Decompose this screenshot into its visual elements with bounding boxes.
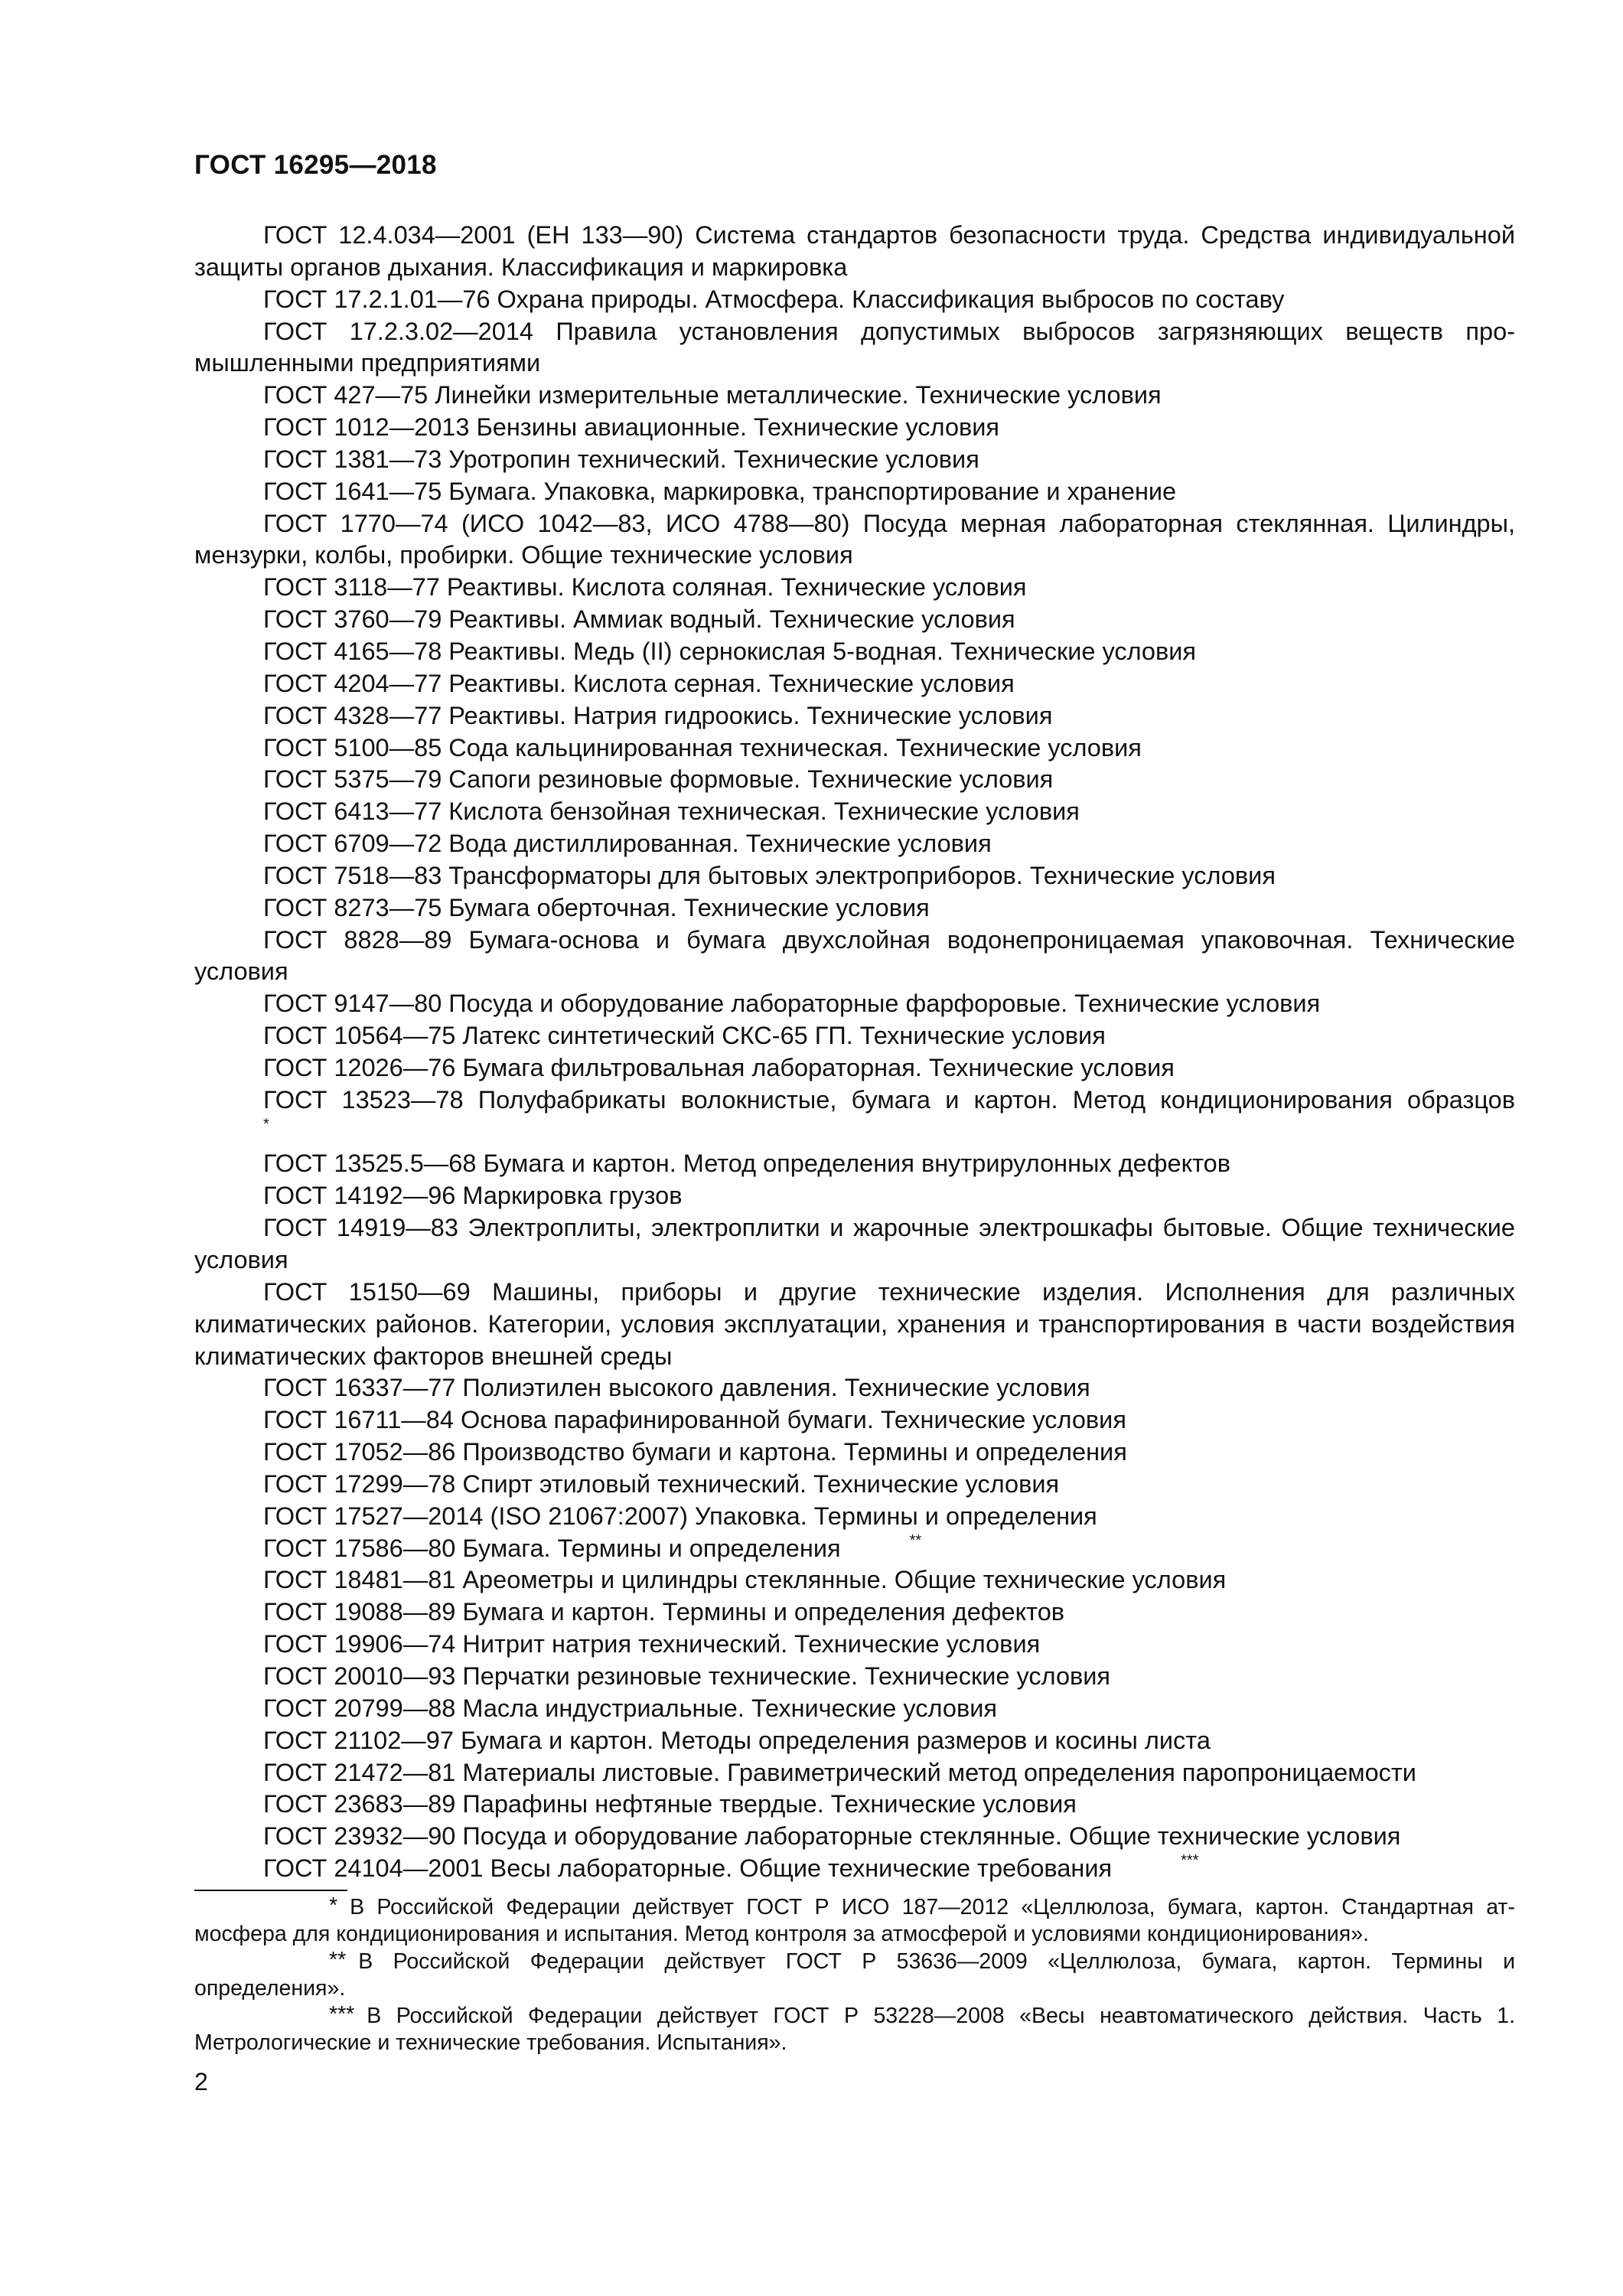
reference-item: ГОСТ 4165—78 Реактивы. Медь (II) сернокислая 5-водная. Технические условия	[263, 637, 1197, 665]
reference-item: ГОСТ 8273—75 Бумага оберточная. Технические условия	[263, 893, 930, 921]
page-number: 2	[194, 2068, 208, 2095]
reference-item: ГОСТ 15150—69 Машины, приборы и другие технические изделия. Исполнения для различных климатических районов. Категории, условия эксплуатации, хранения и транспортирования в части воздействия климатических факторов внешней среды	[194, 1277, 1515, 1370]
reference-item: ГОСТ 427—75 Линейки измерительные металлические. Технические условия	[263, 381, 1162, 409]
footnote: ** В Российской Федерации действует ГОСТ Р 53636—2009 «Целлюлоза, бумага, картон. Термины и определения».	[194, 1947, 1515, 2001]
reference-item: ГОСТ 12026—76 Бумага фильтровальная лабораторная. Технические условия	[263, 1053, 1175, 1081]
reference-item: ГОСТ 17.2.1.01—76 Охрана природы. Атмосфера. Классификация выбросов по составу	[263, 285, 1285, 313]
reference-item: ГОСТ 16711—84 Основа парафинированной бумаги. Технические условия	[263, 1406, 1126, 1434]
reference-item: ГОСТ 21102—97 Бумага и картон. Методы определения размеров и косины листа	[263, 1726, 1211, 1754]
reference-item: ГОСТ 4204—77 Реактивы. Кислота серная. Технические условия	[263, 669, 1015, 697]
reference-item: ГОСТ 20799—88 Масла индустриальные. Технические условия	[263, 1694, 997, 1722]
reference-item: ГОСТ 1641—75 Бумага. Упаковка, маркировка, транспортирование и хранение	[263, 477, 1177, 505]
footnotes	[194, 1894, 1515, 2056]
reference-item: ГОСТ 23683—89 Парафины нефтяные твердые. Технические условия	[263, 1790, 1077, 1818]
reference-item: ГОСТ 19088—89 Бумага и картон. Термины и определения дефектов	[263, 1598, 1065, 1626]
reference-item: ГОСТ 14919—83 Электроплиты, электроплитки и жарочные электрошкафы бытовые. Общие технические условия	[194, 1214, 1515, 1274]
reference-item: ГОСТ 7518—83 Трансформаторы для бытовых электроприборов. Технические условия	[263, 861, 1276, 889]
reference-item: ГОСТ 6709—72 Вода дистиллированная. Технические условия	[263, 830, 992, 858]
reference-item: ГОСТ 1381—73 Уротропин технический. Технические условия	[263, 445, 979, 473]
reference-item: ГОСТ 3760—79 Реактивы. Аммиак водный. Технические условия	[263, 605, 1015, 634]
reference-item: ГОСТ 3118—77 Реактивы. Кислота соляная. Технические условия	[263, 573, 1027, 602]
reference-item: ГОСТ 20010—93 Перчатки резиновые технические. Технические условия	[263, 1662, 1111, 1690]
reference-item: ГОСТ 5375—79 Сапоги резиновые формовые. Технические условия	[263, 765, 1054, 794]
reference-item: ГОСТ 23932—90 Посуда и оборудование лабораторные стеклянные. Общие технические условия	[263, 1822, 1401, 1851]
reference-item: ГОСТ 6413—77 Кислота бензойная техническая. Технические условия	[263, 797, 1080, 826]
reference-item: ГОСТ 10564—75 Латекс синтетический СКС-65 ГП. Технические условия	[263, 1022, 1106, 1050]
reference-item: ГОСТ 17052—86 Производство бумаги и картона. Термины и определения	[263, 1438, 1127, 1466]
page-header: ГОСТ 16295—2018	[194, 150, 437, 180]
reference-item: ГОСТ 16337—77 Полиэтилен высокого давления. Технические условия	[263, 1374, 1090, 1402]
reference-item: ГОСТ 21472—81 Материалы листовые. Гравиметрический метод определения паропроницаемости	[263, 1758, 1416, 1786]
reference-item: ГОСТ 13525.5—68 Бумага и картон. Метод определения внутрирулонных дефектов	[263, 1150, 1231, 1178]
footnote-separator	[194, 1890, 347, 1891]
reference-item: ГОСТ 17.2.3.02—2014 Правила установления допустимых выбросов загрязняющих веществ промышленными предприятиями	[194, 317, 1515, 377]
reference-item: ГОСТ 1012—2013 Бензины авиационные. Технические условия	[263, 413, 1000, 442]
footnote: *** В Российской Федерации действует ГОСТ Р 53228—2008 «Весы неавтоматического действия. Часть 1. Метрологические и технические требования. Испытания».	[194, 2001, 1515, 2056]
reference-item: ГОСТ 5100—85 Сода кальцинированная техническая. Технические условия	[263, 733, 1142, 762]
reference-item: ГОСТ 12.4.034—2001 (ЕН 133—90) Система стандартов безопасности труда. Средства индивидуальной защиты органов дыхания. Классификация и маркировка	[194, 221, 1515, 281]
reference-item: ГОСТ 1770—74 (ИСО 1042—83, ИСО 4788—80) Посуда мерная лабораторная стеклянная. Цилиндры, мензурки, колбы, пробирки. Общие технические условия	[194, 509, 1515, 569]
reference-item: ГОСТ 17299—78 Спирт этиловый технический. Технические условия	[263, 1469, 1060, 1498]
reference-item: ГОСТ 9147—80 Посуда и оборудование лабораторные фарфоровые. Технические условия	[263, 990, 1321, 1018]
reference-item: ГОСТ 17527—2014 (ISO 21067:2007) Упаковка. Термины и определения	[263, 1502, 1097, 1530]
footnote: * В Российской Федерации действует ГОСТ Р ИСО 187—2012 «Целлюлоза, бумага, картон. Стандартная атмосфера для кондиционирования и испытания. Метод контроля за атмосферой и условиями кондиционирования».	[194, 1893, 1515, 1947]
reference-item: ГОСТ 17586—80 Бумага. Термины и определения **	[263, 1531, 922, 1562]
reference-item: ГОСТ 4328—77 Реактивы. Натрия гидроокись. Технические условия	[263, 701, 1053, 729]
reference-item: ГОСТ 19906—74 Нитрит натрия технический. Технические условия	[263, 1630, 1041, 1658]
reference-item: ГОСТ 18481—81 Ареометры и цилиндры стеклянные. Общие технические условия	[263, 1566, 1227, 1594]
reference-item: ГОСТ 24104—2001 Весы лабораторные. Общие технические требования ***	[263, 1852, 1199, 1883]
reference-list	[194, 220, 1515, 1885]
reference-item: ГОСТ 13523—78 Полуфабрикаты волокнистые, бумага и картон. Метод кондиционирования образцов*	[263, 1085, 1515, 1133]
reference-item: ГОСТ 14192—96 Маркировка грузов	[263, 1182, 683, 1210]
reference-item: ГОСТ 8828—89 Бумага-основа и бумага двухслойная водонепроницаемая упаковочная. Технические условия	[194, 925, 1515, 986]
